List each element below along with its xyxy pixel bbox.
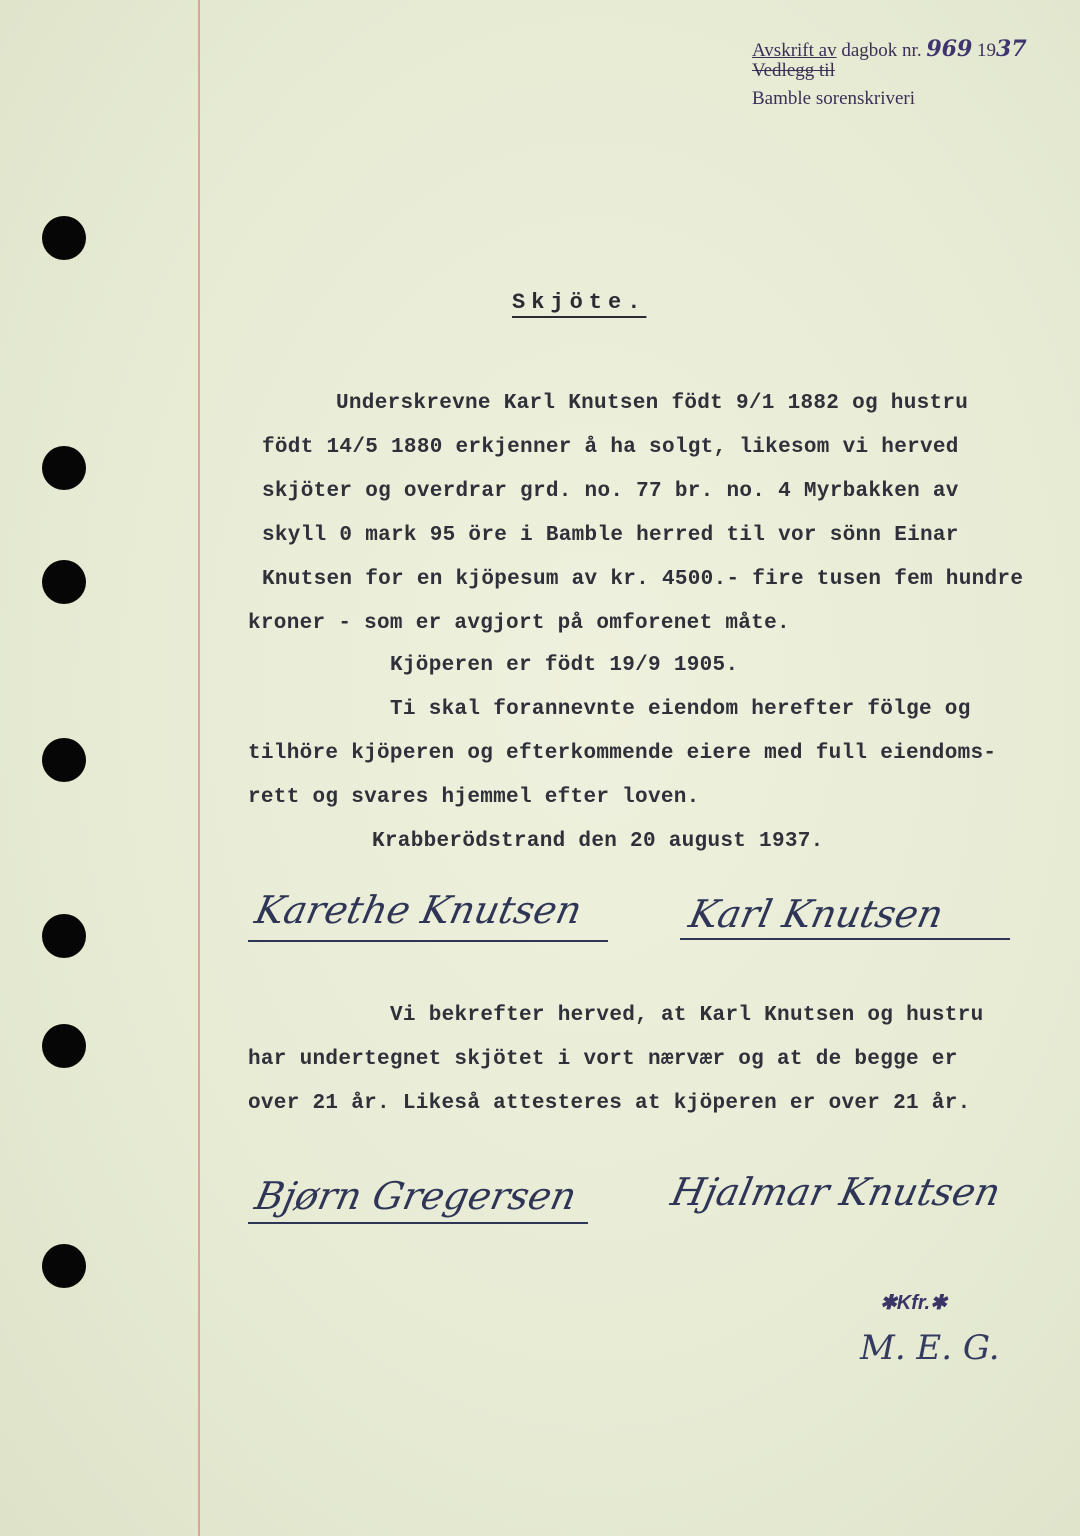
signature-underline [248,940,608,942]
witness-line: over 21 år. Likeså attesteres at kjöperen er over 21 år. [248,1092,971,1115]
journal-number: 969 [926,36,973,62]
stamp-label: Avskrift av [752,40,837,61]
body-line: Knutsen for en kjöpesum av kr. 4500.- fire tusen fem hundre [262,568,1024,591]
registry-stamp-line3: Bamble sorenskriveri [752,88,916,109]
clerk-initials: M. E. G. [860,1328,1000,1368]
signature-seller-2: Karl Knutsen [685,892,948,936]
margin-rule [198,0,200,1536]
body-line: Ti skal forannevnte eiendom herefter fölge og [390,698,971,721]
stamp-dagbok-label: dagbok nr. [841,40,922,61]
body-line: Underskrevne Karl Knutsen födt 9/1 1882 og hustru [336,392,969,415]
signature-witness-2: Hjalmar Knutsen [667,1170,1005,1214]
punch-hole [42,446,86,490]
punch-hole [42,216,86,260]
signature-underline [248,1222,588,1224]
place-date-line: Krabberödstrand den 20 august 1937. [372,830,824,853]
registry-stamp-line1 [752,38,1027,62]
body-line: rett og svares hjemmel efter loven. [248,786,700,809]
punch-hole [42,560,86,604]
stamp-year-suffix: 37 [996,36,1027,62]
registry-stamp-line2: Vedlegg til [752,60,835,81]
kfr-label: Kfr. [896,1292,931,1314]
signature-underline [680,938,1010,940]
punch-hole [42,1024,86,1068]
stamp-year-prefix: 19 [977,40,997,61]
witness-line: har undertegnet skjötet i vort nærvær og at de begge er [248,1048,958,1071]
body-line: födt 14/5 1880 erkjenner å ha solgt, likesom vi herved [262,436,959,459]
kfr-mark: ✱Kfr.✱ [880,1292,947,1314]
punch-hole [42,738,86,782]
punch-hole [42,1244,86,1288]
document-title: Skjöte. [512,290,647,315]
body-line: skyll 0 mark 95 öre i Bamble herred til vor sönn Einar [262,524,959,547]
body-line: Kjöperen er födt 19/9 1905. [390,654,739,677]
punch-hole [42,914,86,958]
witness-line: Vi bekrefter herved, at Karl Knutsen og hustru [390,1004,984,1027]
signature-witness-1: Bjørn Gregersen [251,1174,581,1218]
body-line: tilhöre kjöperen og efterkommende eiere med full eiendoms- [248,742,997,765]
body-line: skjöter og overdrar grd. no. 77 br. no. 4 Myrbakken av [262,480,959,503]
signature-seller-1: Karethe Knutsen [251,888,586,932]
body-line: kroner - som er avgjort på omforenet måte. [248,612,790,635]
